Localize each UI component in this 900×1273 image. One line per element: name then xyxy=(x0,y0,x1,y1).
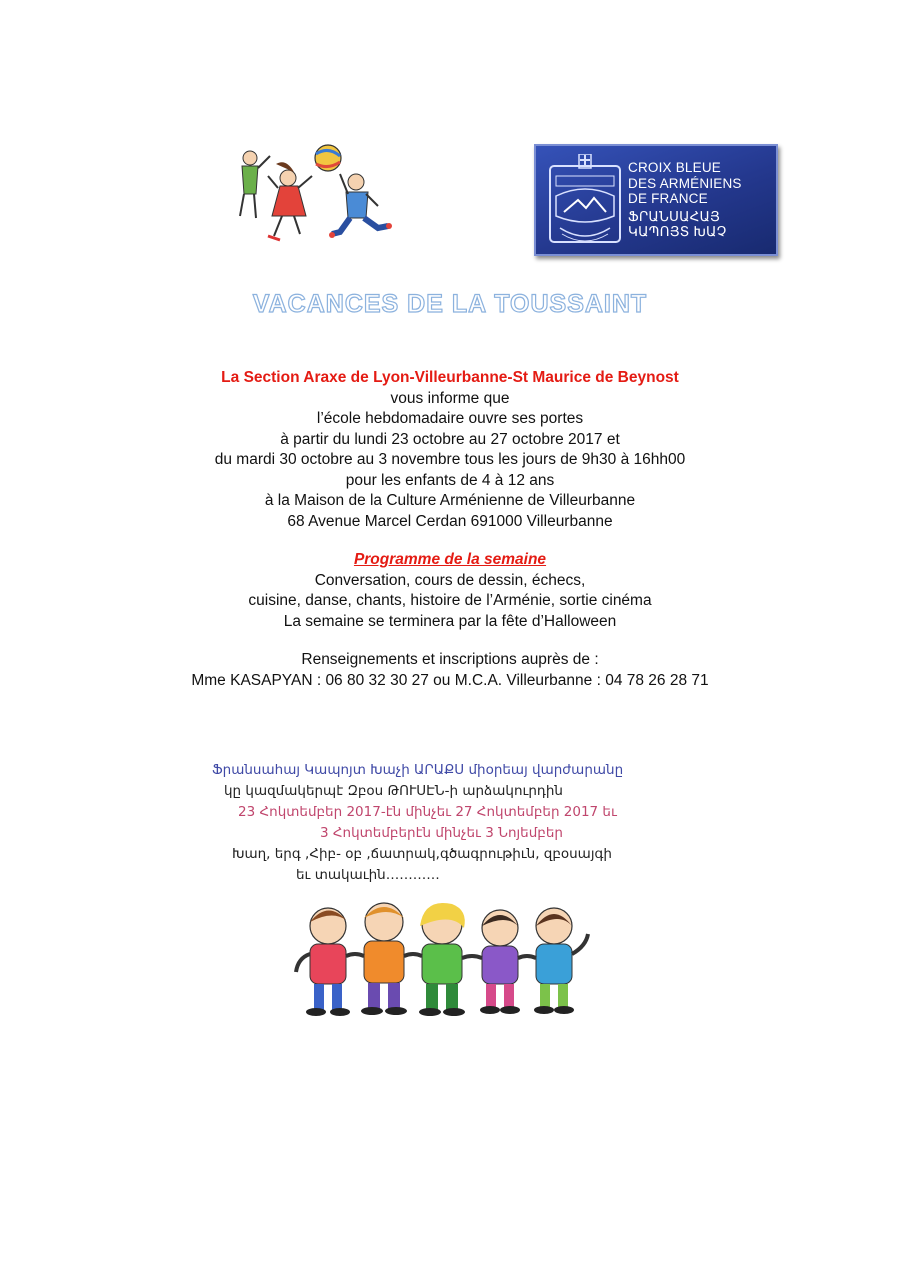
info-line: pour les enfants de 4 à 12 ans xyxy=(345,471,555,489)
group-of-kids-illustration xyxy=(292,896,592,1018)
croix-bleue-logo xyxy=(534,144,778,256)
info-block xyxy=(0,368,900,691)
logo-armenian-line-1: ՖՐԱՆՍԱՀԱՅ xyxy=(628,208,721,224)
info-line: vous informe que xyxy=(390,389,510,407)
armenian-line: 23 Հոկտեմբեր 2017-էն մինչեւ 27 Հոկտեմբեր 2017 եւ xyxy=(238,804,617,820)
programme-line: Conversation, cours de dessin, échecs, xyxy=(314,571,586,589)
logo-line-2: DES ARMÉNIENS xyxy=(628,175,742,191)
section-name: La Section Araxe de Lyon-Villeurbanne-St Maurice de Beynost xyxy=(221,369,679,386)
info-line: 68 Avenue Marcel Cerdan 691000 Villeurbanne xyxy=(287,512,613,530)
page-title: VACANCES DE LA TOUSSAINT xyxy=(252,290,648,318)
armenian-announcement xyxy=(180,760,740,886)
programme-line: La semaine se terminera par la fête d’Halloween xyxy=(283,612,617,630)
contact-line: Mme KASAPYAN : 06 80 32 30 27 ou M.C.A. Villeurbanne : 04 78 26 28 71 xyxy=(191,671,709,689)
programme-title: Programme de la semaine xyxy=(353,551,547,568)
logo-line-3: DE FRANCE xyxy=(628,191,708,206)
armenian-line: կը կազմակերպէ Զբօս ԹՈՒՍԷՆ-ի արձակուրդին xyxy=(224,783,563,799)
armenian-line: Խաղ, երգ ,Հիբ- օբ ,ճատրակ,գծագրութիւն, զբօսայգի xyxy=(232,846,612,862)
spacer xyxy=(0,632,900,650)
programme-line: cuisine, danse, chants, histoire de l’Arménie, sortie cinéma xyxy=(248,592,652,609)
logo-line-1: CROIX BLEUE xyxy=(628,160,721,175)
info-line: à partir du lundi 23 octobre au 27 octobre 2017 et xyxy=(280,430,620,448)
armenian-line: եւ տակաւին………… xyxy=(296,867,440,883)
kids-playing-ball-illustration xyxy=(228,136,398,246)
armenian-cross-emblem-icon xyxy=(548,154,622,246)
armenian-line: 3 Հոկտեմբերէն մինչեւ 3 Նոյեմբեր xyxy=(320,825,563,841)
armenian-line: Ֆրանսահայ Կապոյտ Խաչի ԱՐԱՔՍ միօրեայ վարժարանը xyxy=(212,762,624,778)
logo-text xyxy=(628,160,778,240)
logo-armenian-line-2: ԿԱՊՈՅՏ ԽԱՉ xyxy=(628,224,727,239)
contact-line: Renseignements et inscriptions auprès de : xyxy=(301,651,599,668)
info-line: l’école hebdomadaire ouvre ses portes xyxy=(316,410,584,427)
info-line: à la Maison de la Culture Arménienne de Villeurbanne xyxy=(264,492,636,509)
info-line: du mardi 30 octobre au 3 novembre tous les jours de 9h30 à 16hh00 xyxy=(214,451,686,468)
